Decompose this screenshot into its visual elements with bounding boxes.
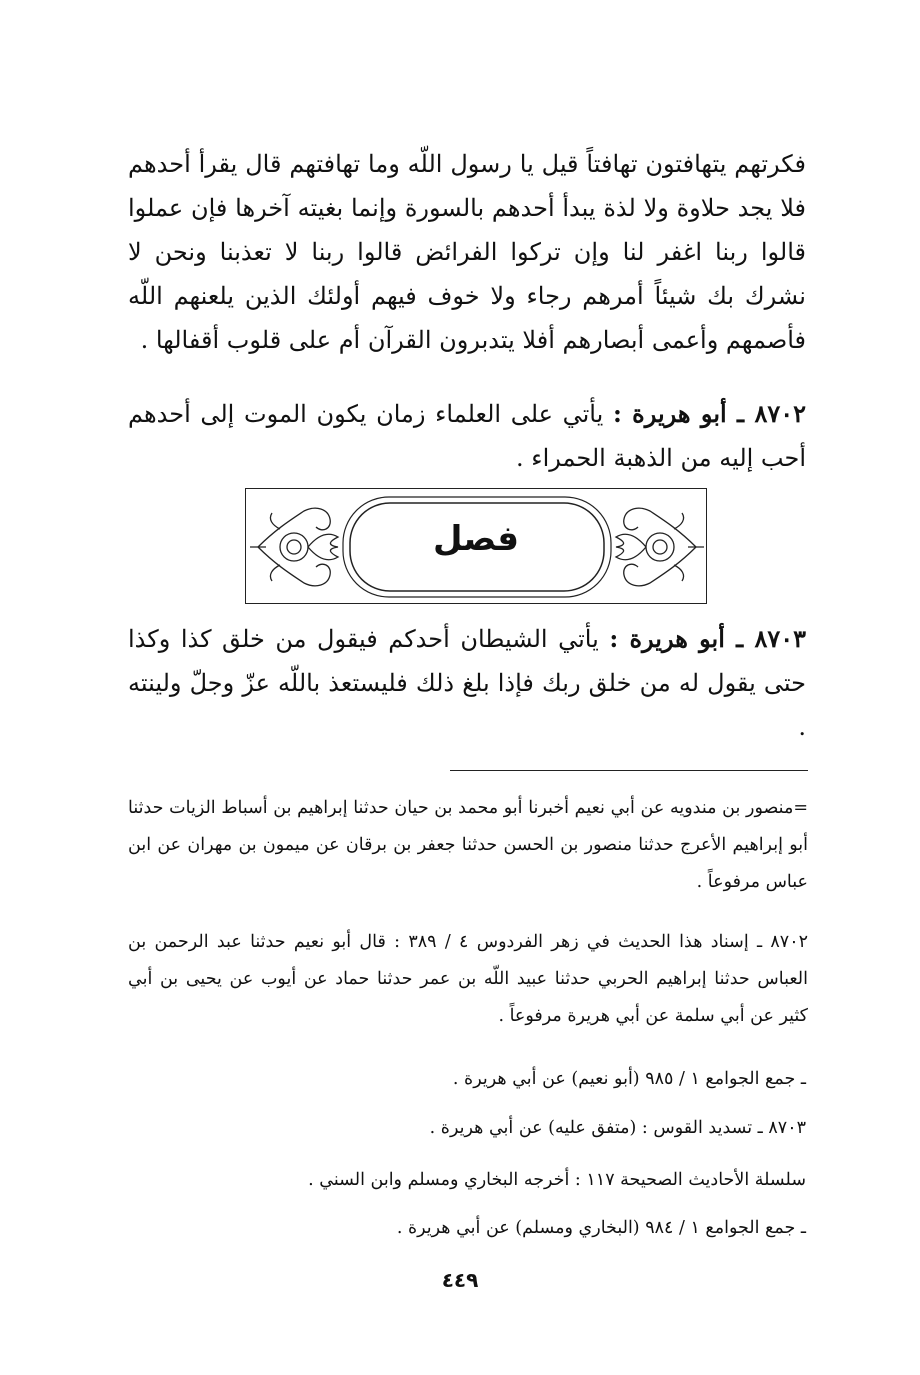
hadith-text-8702: يأتي على العلماء زمان يكون الموت إلى أحدهم أحب إليه من الذهبة الحمراء . [128, 400, 806, 472]
footnote-divider [450, 770, 808, 771]
hadith-text-8703: يأتي الشيطان أحدكم فيقول من خلق كذا وكذا حتى يقول له من خلق ربك فإذا بلغ ذلك فليستعذ باللّه عزّ وجلّ ولينته . [128, 625, 806, 741]
page-number: ٤٤٩ [441, 1268, 479, 1292]
hadith-8703 [128, 617, 806, 749]
paragraph-continuation: فكرتهم يتهافتون تهافتاً قيل يا رسول اللّه وما تهافتهم قال يقرأ أحدهم فلا يجد حلاوة ولا لذة يبدأ أحدهم بالسورة وإنما بغيته آخرها فإن عملوا قالوا ربنا اغفر لنا وإن تركوا الفرائض قالوا ربنا لا تعذبنا ونحن لا نشرك بك شيئاً أمرهم رجاء ولا خوف فيهم أولئك الذين يلعنهم اللّه فأصمهم وأعمى أبصارهم أفلا يتدبرون القرآن أم على قلوب أقفالها . [128, 150, 806, 354]
hadith-8702 [128, 392, 806, 480]
footnote-8702: ٨٧٠٢ ـ إسناد هذا الحديث في زهر الفردوس ٤ / ٣٨٩ : قال أبو نعيم حدثنا عبد الرحمن بن العباس حدثنا إبراهيم الحربي حدثنا عبيد اللّه بن عمر حدثنا حماد عن أيوب عن يحيى بن أبي كثير عن أبي سلمة عن أبي هريرة مرفوعاً . [128, 932, 808, 1026]
footnote-ref-8703: ٨٧٠٣ ـ تسديد القوس : (متفق عليه) عن أبي هريرة . [429, 1118, 806, 1138]
section-title: فصل [432, 519, 520, 559]
hadith-number-8702: ٨٧٠٢ ـ أبو هريرة : [612, 399, 806, 428]
hadith-number-8703: ٨٧٠٣ ـ أبو هريرة : [609, 624, 806, 653]
section-header-frame [245, 488, 707, 604]
footnote-ref-3: سلسلة الأحاديث الصحيحة ١١٧ : أخرجه البخاري ومسلم وابن السني . [308, 1170, 806, 1190]
footnote-continuation: =منصور بن مندويه عن أبي نعيم أخبرنا أبو محمد بن حيان حدثنا إبراهيم بن أسباط الزيات حدثنا أبو إبراهيم الأعرج حدثنا منصور بن الحسن حدثنا جعفر بن برقان عن ميمون بن مهران عن ابن عباس مرفوعاً . [128, 798, 808, 892]
footnote-ref-1: ـ جمع الجوامع ١ / ٩٨٥ (أبو نعيم) عن أبي هريرة . [452, 1069, 806, 1089]
footnote-ref-4: ـ جمع الجوامع ١ / ٩٨٤ (البخاري ومسلم) عن أبي هريرة . [396, 1218, 806, 1238]
